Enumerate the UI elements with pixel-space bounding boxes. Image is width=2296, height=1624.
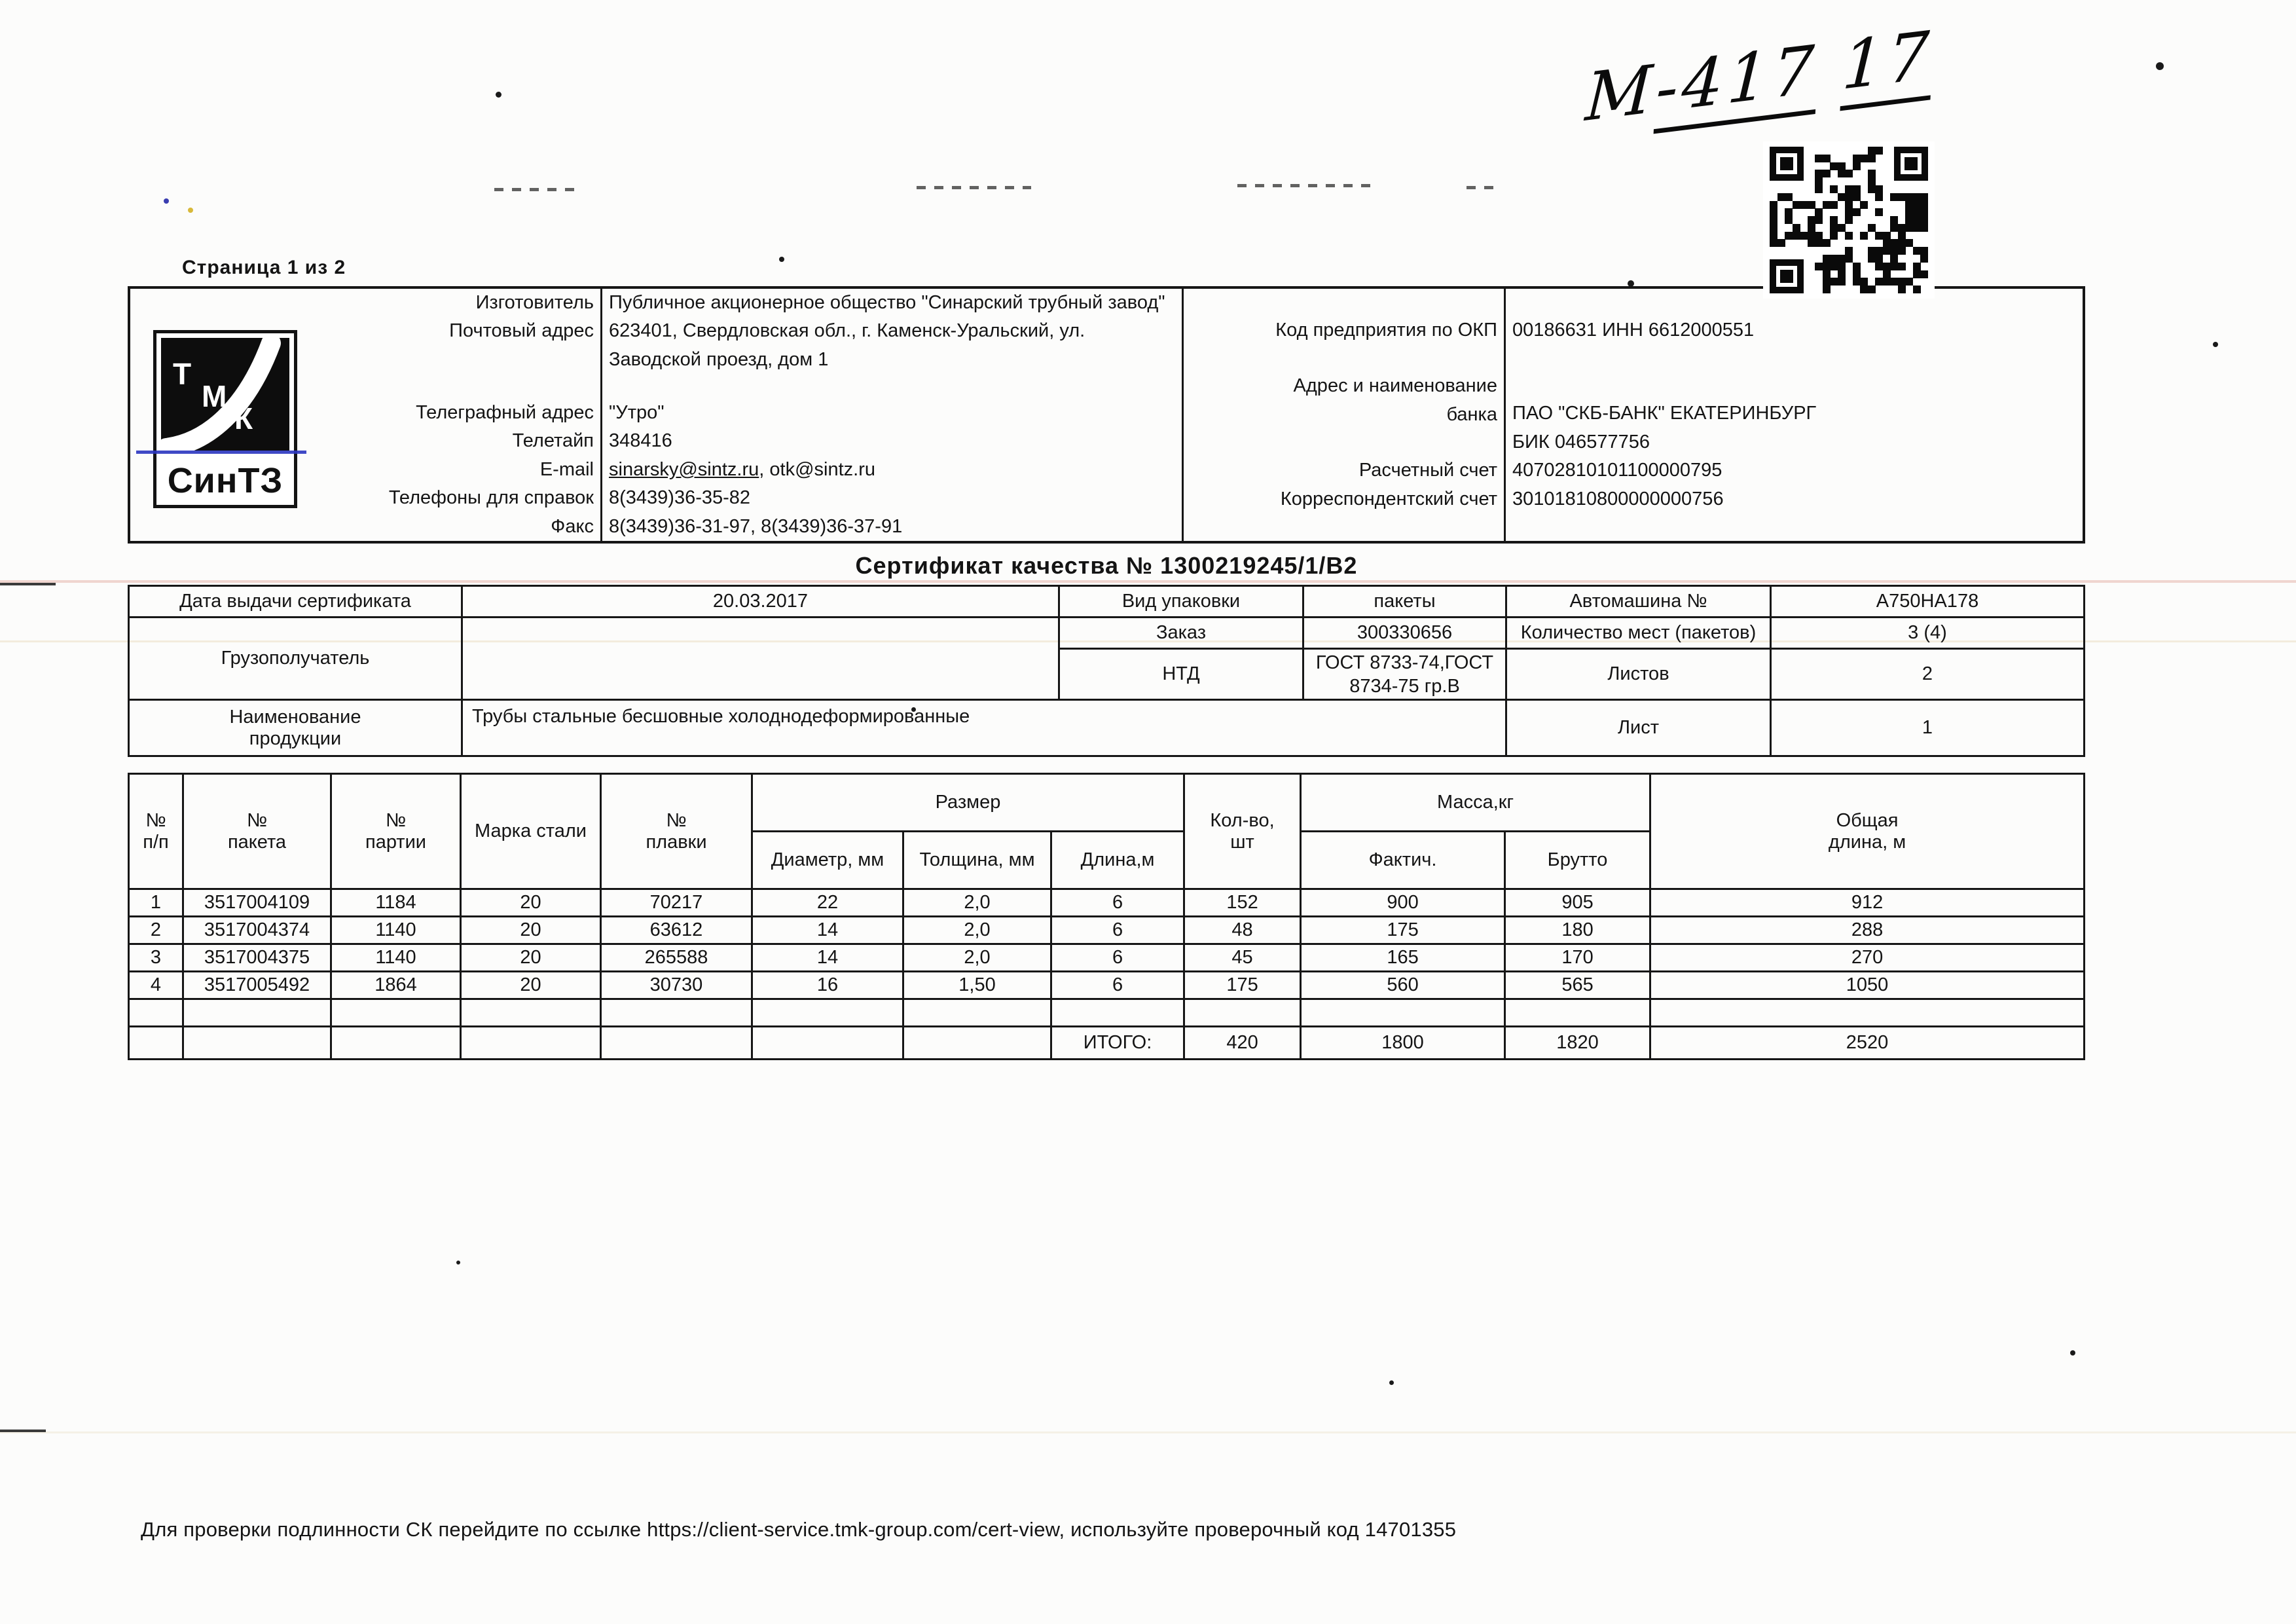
package-header-line1: №	[246, 809, 268, 831]
logo-letter-k: К	[234, 401, 253, 435]
table-row-empty	[129, 999, 2085, 1027]
fax-label: Факс	[551, 515, 594, 537]
bank-labels	[1182, 289, 1504, 541]
products-table	[128, 773, 2085, 1060]
total-length-header-line1: Общая	[1836, 809, 1899, 831]
consignee-label: Грузополучатель	[129, 618, 462, 700]
page-number: Страница 1 из 2	[182, 257, 346, 278]
okp-value: 00186631 ИНН 6612000551	[1512, 320, 1755, 341]
cell-length: 6	[1051, 944, 1184, 972]
cell-steel: 20	[461, 917, 601, 944]
product-label-line1: Наименование	[229, 706, 361, 728]
telegraph-label: Телеграфный адрес	[416, 402, 594, 424]
teletype-value: 348416	[609, 430, 672, 452]
qr-finder-top-left	[1770, 147, 1804, 181]
handwriting-part: 17	[1840, 16, 1935, 111]
cell-diameter: 14	[752, 944, 903, 972]
logo-letter-t: Т	[173, 357, 192, 391]
col-header-steel: Марка стали	[461, 774, 601, 889]
cell-mass-gross: 170	[1505, 944, 1650, 972]
cell-diameter: 16	[752, 972, 903, 999]
places-value: 3 (4)	[1771, 618, 2085, 649]
cell-package: 3517005492	[183, 972, 331, 999]
settlement-label: Расчетный счет	[1358, 460, 1497, 481]
bik-value: БИК 046577756	[1512, 431, 1650, 452]
consignee-value	[462, 618, 1059, 700]
cell-heat: 265588	[601, 944, 752, 972]
cell-n: 4	[129, 972, 183, 999]
col-header-batch	[331, 774, 461, 889]
cell-total-length: 270	[1650, 944, 2085, 972]
handwriting-part: -417	[1654, 30, 1820, 134]
ntd-value: ГОСТ 8733-74,ГОСТ 8734-75 гр.В	[1303, 649, 1506, 700]
cell-batch: 1864	[331, 972, 461, 999]
cell-length: 6	[1051, 889, 1184, 917]
tmk-logo	[153, 330, 297, 508]
cell-length: 6	[1051, 917, 1184, 944]
cell-n: 2	[129, 917, 183, 944]
ntd-label: НТД	[1059, 649, 1303, 700]
heat-header-line2: плавки	[646, 831, 707, 853]
sheet-label: Лист	[1506, 700, 1771, 756]
scan-artifact	[917, 186, 1031, 189]
email-secondary: otk@sintz.ru	[769, 458, 876, 480]
product-label-line2: продукции	[249, 728, 342, 749]
scan-speck	[456, 1261, 460, 1264]
cell-batch: 1184	[331, 889, 461, 917]
cell-mass-gross: 180	[1505, 917, 1650, 944]
cell-package: 3517004375	[183, 944, 331, 972]
cell-heat: 70217	[601, 889, 752, 917]
cell-steel: 20	[461, 944, 601, 972]
email-primary: sinarsky@sintz.ru	[609, 458, 759, 480]
telegraph-value: "Утро"	[609, 402, 665, 424]
scan-speck	[1389, 1380, 1394, 1385]
table-row	[129, 917, 2085, 944]
cell-steel: 20	[461, 972, 601, 999]
cell-qty: 175	[1184, 972, 1301, 999]
col-group-size: Размер	[752, 774, 1184, 832]
table-row	[129, 972, 2085, 999]
col-header-num	[129, 774, 183, 889]
manufacturer-values	[600, 289, 1182, 541]
cell-package: 3517004374	[183, 917, 331, 944]
qr-finder-top-right	[1894, 147, 1928, 181]
postal-value-line1: 623401, Свердловская обл., г. Каменск-Уральский, ул.	[609, 320, 1085, 342]
cell-mass-net: 560	[1301, 972, 1505, 999]
maker-label: Изготовитель	[475, 292, 594, 313]
bank-name-value: ПАО "СКБ-БАНК" ЕКАТЕРИНБУРГ	[1512, 403, 1817, 424]
scan-artifact	[136, 451, 306, 454]
total-mass-net: 1800	[1301, 1027, 1505, 1060]
places-label: Количество мест (пакетов)	[1506, 618, 1771, 649]
table-row-total	[129, 1027, 2085, 1060]
scan-artifact	[0, 583, 56, 585]
postal-value-line2: Заводской проезд, дом 1	[609, 348, 829, 370]
cell-mass-gross: 905	[1505, 889, 1650, 917]
cell-thickness: 2,0	[903, 889, 1051, 917]
sheets-value: 2	[1771, 649, 2085, 700]
logo-caption: СинТЗ	[167, 461, 283, 500]
handwritten-mark	[1584, 16, 1935, 137]
sheet-value: 1	[1771, 700, 2085, 756]
scan-speck	[779, 257, 784, 262]
date-value: 20.03.2017	[462, 586, 1059, 618]
fax-value: 8(3439)36-31-97, 8(3439)36-37-91	[609, 515, 903, 537]
cell-total-length: 1050	[1650, 972, 2085, 999]
col-header-heat	[601, 774, 752, 889]
cell-n: 3	[129, 944, 183, 972]
cell-qty: 45	[1184, 944, 1301, 972]
correspondent-label: Корреспондентский счет	[1280, 488, 1497, 509]
cell-n: 1	[129, 889, 183, 917]
sheets-label: Листов	[1506, 649, 1771, 700]
verification-footer: Для проверки подлинности СК перейдите по ссылке https://client-service.tmk-group.com/cert-view, используйте проверочный код 14701355	[141, 1518, 1457, 1541]
postal-label: Почтовый адрес	[449, 320, 594, 342]
cell-length: 6	[1051, 972, 1184, 999]
total-mass-gross: 1820	[1505, 1027, 1650, 1060]
header-table	[128, 286, 2085, 544]
col-header-mass-net: Фактич.	[1301, 832, 1505, 889]
teletype-label: Телетайп	[512, 430, 594, 452]
cell-heat: 63612	[601, 917, 752, 944]
scan-artifact	[1467, 186, 1499, 189]
col-header-package	[183, 774, 331, 889]
heat-header-line1: №	[666, 809, 687, 831]
cell-mass-net: 165	[1301, 944, 1505, 972]
order-label: Заказ	[1059, 618, 1303, 649]
qr-finder-bottom-left	[1770, 259, 1804, 293]
batch-header-line2: партии	[365, 831, 426, 853]
certificate-info-table	[128, 585, 2085, 757]
col-header-thickness: Толщина, мм	[903, 832, 1051, 889]
cell-mass-net: 175	[1301, 917, 1505, 944]
cell-mass-gross: 565	[1505, 972, 1650, 999]
num-header-line2: п/п	[143, 831, 169, 853]
email-value	[602, 456, 1182, 484]
packaging-value: пакеты	[1303, 586, 1506, 618]
order-value: 300330656	[1303, 618, 1506, 649]
cell-diameter: 22	[752, 889, 903, 917]
total-length: 2520	[1650, 1027, 2085, 1060]
cell-qty: 48	[1184, 917, 1301, 944]
cell-thickness: 2,0	[903, 944, 1051, 972]
package-header-line2: пакета	[227, 831, 287, 853]
scan-speck	[2156, 62, 2164, 70]
email-label: E-mail	[539, 458, 594, 480]
truck-label: Автомашина №	[1506, 586, 1771, 618]
scan-artifact	[494, 188, 579, 191]
col-group-mass: Масса,кг	[1301, 774, 1650, 832]
scan-artifact	[0, 1430, 46, 1432]
cell-mass-net: 900	[1301, 889, 1505, 917]
bank-label-line1: Адрес и наименование	[1293, 375, 1497, 397]
scan-artifact	[0, 1431, 2296, 1433]
okp-label: Код предприятия по ОКП	[1275, 320, 1497, 341]
email-separator: ,	[759, 458, 770, 480]
qr-code	[1763, 141, 1935, 299]
scan-artifact	[0, 580, 2296, 583]
packaging-label: Вид упаковки	[1059, 586, 1303, 618]
bank-label-line2: банка	[1446, 403, 1497, 425]
total-label: ИТОГО:	[1051, 1027, 1184, 1060]
col-header-total-length	[1650, 774, 2085, 889]
batch-header-line1: №	[385, 809, 407, 831]
cell-thickness: 2,0	[903, 917, 1051, 944]
product-label	[129, 700, 462, 756]
total-qty: 420	[1184, 1027, 1301, 1060]
product-value: Трубы стальные бесшовные холоднодеформированные	[462, 700, 1506, 756]
cell-total-length: 912	[1650, 889, 2085, 917]
cell-batch: 1140	[331, 917, 461, 944]
scan-speck	[496, 92, 501, 98]
total-length-header-line2: длина, м	[1828, 831, 1906, 853]
table-row	[129, 889, 2085, 917]
tmk-logo-mark	[161, 338, 289, 451]
phones-label: Телефоны для справок	[388, 487, 594, 509]
cell-heat: 30730	[601, 972, 752, 999]
col-header-diameter: Диаметр, мм	[752, 832, 903, 889]
qty-header-line1: Кол-во,	[1210, 809, 1275, 831]
col-header-mass-gross: Брутто	[1505, 832, 1650, 889]
table-row	[129, 944, 2085, 972]
cell-qty: 152	[1184, 889, 1301, 917]
col-header-qty	[1184, 774, 1301, 889]
num-header-line1: №	[145, 809, 166, 831]
truck-value: А750НА178	[1771, 586, 2085, 618]
cell-batch: 1140	[331, 944, 461, 972]
scan-speck	[2070, 1350, 2075, 1356]
handwriting-part: М	[1583, 50, 1658, 137]
phones-value: 8(3439)36-35-82	[609, 487, 751, 509]
maker-value: Публичное акционерное общество "Синарский трубный завод"	[609, 292, 1165, 313]
cell-package: 3517004109	[183, 889, 331, 917]
qty-header-line2: шт	[1230, 831, 1254, 853]
cell-total-length: 288	[1650, 917, 2085, 944]
col-header-length: Длина,м	[1051, 832, 1184, 889]
cell-thickness: 1,50	[903, 972, 1051, 999]
settlement-value: 40702810101100000795	[1512, 460, 1722, 481]
logo-letter-m: М	[202, 379, 227, 413]
bank-values	[1504, 289, 2083, 541]
scan-speck	[188, 208, 193, 213]
cell-steel: 20	[461, 889, 601, 917]
scan-artifact	[1237, 184, 1375, 187]
qr-modules	[1770, 147, 1928, 293]
scan-speck	[164, 198, 169, 204]
scan-speck	[2213, 342, 2218, 347]
cell-diameter: 14	[752, 917, 903, 944]
correspondent-value: 30101810800000000756	[1512, 488, 1724, 509]
certificate-title: Сертификат качества № 1300219245/1/В2	[855, 552, 1358, 579]
date-label: Дата выдачи сертификата	[129, 586, 462, 618]
